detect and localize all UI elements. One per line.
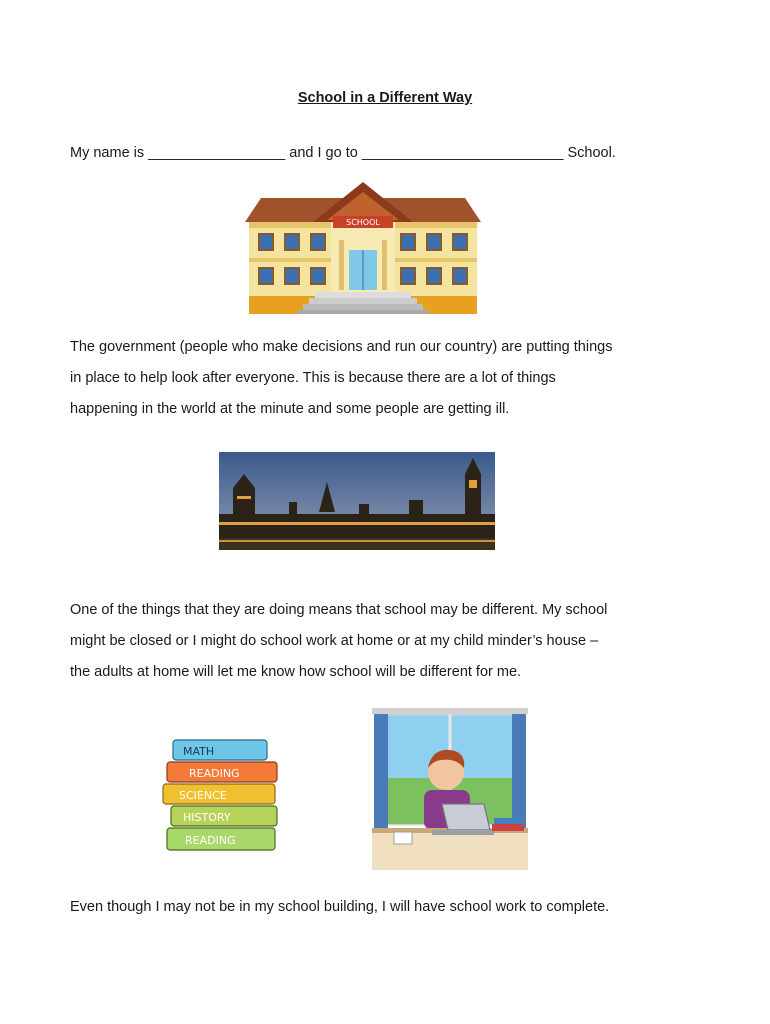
boy-laptop-illustration — [372, 708, 528, 870]
school-sign: SCHOOL — [346, 218, 380, 227]
book-label: MATH — [183, 745, 215, 758]
closing-line: Even though I may not be in my school building, I will have school work to complete. — [70, 899, 610, 915]
book-label: HISTORY — [183, 811, 231, 824]
paragraph-school-different — [70, 595, 710, 688]
paragraph-line: in place to help look after everyone. This is because there are a lot of things — [70, 370, 556, 386]
page-title: School in a Different Way — [297, 90, 473, 106]
parliament-photo — [219, 452, 495, 550]
paragraph-line: happening in the world at the minute and some people are getting ill. — [70, 401, 510, 417]
intro-line: My name is _________________ and I go to _________________________ School. — [70, 145, 616, 161]
book-stack-illustration — [161, 738, 283, 852]
paragraph-line: The government (people who make decisions and run our country) are putting things — [70, 339, 613, 355]
book-label: READING — [189, 767, 240, 780]
paragraph-line: the adults at home will let me know how school will be different for me. — [70, 664, 522, 680]
school-building-illustration — [243, 180, 483, 314]
paragraph-line: might be closed or I might do school work at home or at my child minder’s house – — [70, 633, 599, 649]
book-label: SCIENCE — [179, 789, 227, 802]
paragraph-line: One of the things that they are doing means that school may be different. My school — [70, 602, 608, 618]
paragraph-government — [70, 332, 710, 425]
book-label: READING — [185, 834, 236, 847]
